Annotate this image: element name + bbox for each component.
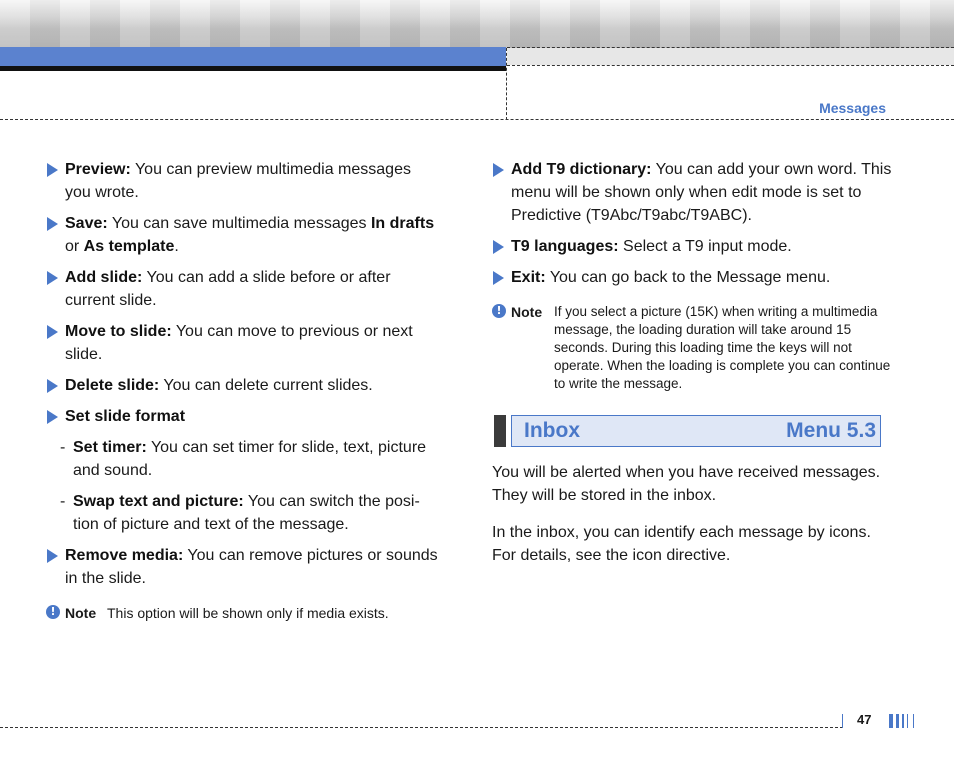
right-column [492, 158, 892, 575]
left-column [46, 158, 441, 622]
item-term: Delete slide: [65, 377, 160, 394]
exclamation-icon: ! [46, 605, 60, 619]
triangle-bullet-icon [47, 410, 58, 424]
section-label: Messages [819, 100, 886, 116]
item-term: T9 languages: [511, 238, 619, 255]
header-band [0, 0, 954, 48]
page-number: 47 [857, 712, 872, 727]
header-black-bar [0, 66, 506, 71]
header-dashed-rule [0, 119, 954, 120]
triangle-bullet-icon [47, 325, 58, 339]
footer-bar-mark [889, 714, 893, 728]
note-text: This option will be shown only if media exists. [107, 605, 389, 621]
sub-item-set-timer [46, 436, 441, 482]
item-term: Exit: [511, 269, 546, 286]
dash-bullet: - [60, 493, 66, 510]
header-gray-strip [507, 48, 954, 65]
item-text: You can set timer for slide, text, picture and sound. [73, 439, 427, 479]
header-dashed-line-top [507, 47, 954, 48]
item-text: You can remove pictures or sounds in the slide. [65, 547, 438, 587]
list-item-save [46, 212, 441, 258]
item-text: You can delete current slides. [159, 377, 373, 394]
note-label: Note [511, 304, 543, 320]
item-text: or [65, 238, 84, 255]
item-text: . [174, 238, 179, 255]
triangle-bullet-icon [47, 217, 58, 231]
triangle-bullet-icon [47, 379, 58, 393]
heading-menu-number: Menu 5.3 [786, 419, 876, 442]
heading-box [511, 415, 881, 447]
header-dashed-line-bottom [507, 65, 954, 66]
item-text: You can switch the posi-tion of picture and text of the message. [73, 493, 420, 533]
triangle-bullet-icon [47, 549, 58, 563]
item-term: Set timer: [73, 439, 147, 456]
sub-item-swap-text-and-picture [46, 490, 441, 536]
item-text: You can move to previous or next slide. [65, 323, 413, 363]
triangle-bullet-icon [493, 271, 504, 285]
item-term-as-template: As template [83, 238, 175, 255]
inbox-heading [492, 415, 892, 447]
note-label: Note [65, 605, 97, 621]
list-item-add-t9-dictionary [492, 158, 892, 227]
item-text: Select a T9 input mode. [618, 238, 792, 255]
item-term: Move to slide: [65, 323, 172, 340]
item-term: Add slide: [65, 269, 143, 286]
footer-bar-mark [896, 714, 899, 728]
triangle-bullet-icon [47, 271, 58, 285]
paragraph-icons: In the inbox, you can identify each message by icons. For details, see the icon directive. [492, 524, 871, 564]
paragraph-alert: You will be alerted when you have received messages. They will be stored in the inbox. [492, 464, 881, 504]
item-text: You can go back to the Message menu. [545, 269, 831, 286]
list-item-exit [492, 266, 892, 289]
list-item-remove-media [46, 544, 441, 590]
header-blue-bar [0, 47, 506, 66]
note-text: If you select a picture (15K) when writing a multimedia message, the loading duration will take around 15 seconds. During this loading time the keys will not operate. When the loading is complete you can continue to write the message. [554, 304, 891, 391]
heading-marker [494, 415, 506, 447]
item-text: You can add your own word. This menu will be shown only when edit mode is set to Predictive (T9Abc/T9abc/T9ABC). [511, 161, 892, 224]
heading-title: Inbox [524, 419, 580, 442]
triangle-bullet-icon [493, 240, 504, 254]
header-dashed-divider [506, 48, 507, 120]
list-item-t9-languages [492, 235, 892, 258]
footer-dashed-rule [0, 727, 843, 728]
item-term: Swap text and picture: [73, 493, 244, 510]
item-text: You can save multimedia messages [107, 215, 371, 232]
item-term: Add T9 dictionary: [511, 161, 652, 178]
list-item-set-slide-format [46, 405, 441, 428]
list-item-preview [46, 158, 441, 204]
item-term-in-drafts: In drafts [370, 215, 435, 232]
footer-bar-mark [902, 714, 904, 728]
item-term: Preview: [65, 161, 131, 178]
triangle-bullet-icon [493, 163, 504, 177]
footer-divider [913, 714, 914, 728]
item-term: Save: [65, 215, 108, 232]
footer-divider [842, 714, 843, 728]
item-term: Set slide format [65, 408, 186, 425]
item-text: You can add a slide before or after current slide. [65, 269, 391, 309]
list-item-move-to-slide [46, 320, 441, 366]
dash-bullet: - [60, 439, 66, 456]
list-item-delete-slide [46, 374, 441, 397]
note-picture-loading [492, 303, 892, 393]
note-media [46, 604, 441, 622]
list-item-add-slide [46, 266, 441, 312]
exclamation-icon: ! [492, 304, 506, 318]
item-text: You can preview multimedia messages you wrote. [65, 161, 411, 201]
triangle-bullet-icon [47, 163, 58, 177]
footer-bar-mark [907, 714, 908, 728]
item-term: Remove media: [65, 547, 184, 564]
